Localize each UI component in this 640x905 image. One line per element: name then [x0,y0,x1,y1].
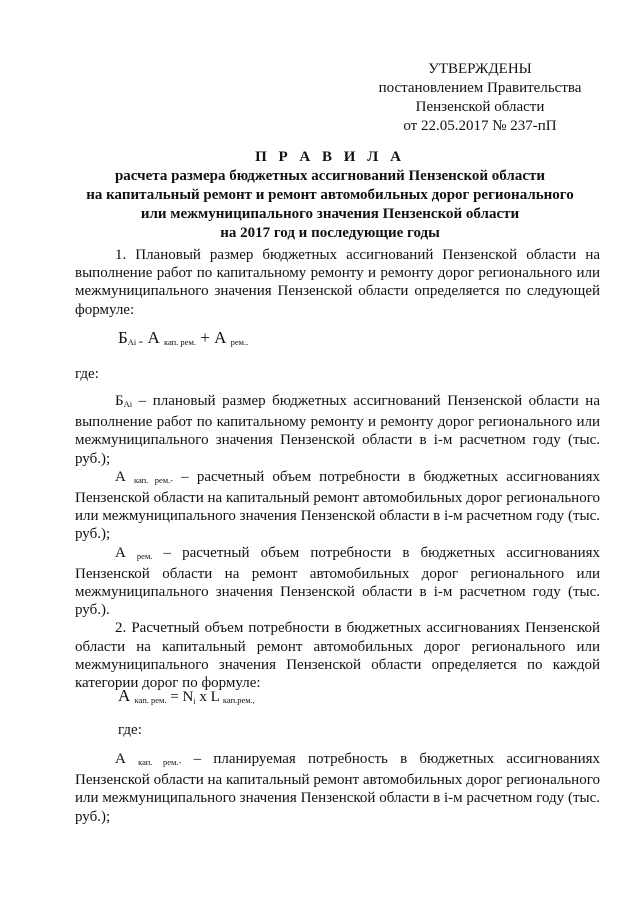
definition-bai-symbol: Б [115,393,124,409]
section-2-text: 2. Расчетный объем потребности в бюджетных ассигнованиях Пензенской области на капитальный ремонт автомобильных дорог регионального или межмуниципального значения Пензенской области определяется по каждой категории дорог по формуле: [75,620,600,692]
formula-2-a: А [118,686,135,705]
formula-2-n-sub: i [193,697,196,706]
definitions-1 [75,392,600,692]
approved-heading: УТВЕРЖДЕНЫ [428,61,532,77]
definition-ar-symbol: А [115,544,137,561]
definition-bai [75,392,600,468]
where-label-1: где: [75,366,99,382]
definition-ar [75,544,600,620]
approved-region: Пензенской области [415,99,545,115]
title-line-4: на 2017 год и последующие годы [220,225,440,241]
definition-akr-sub: кап. рем.- [133,474,174,485]
formula-1-a2-sub: рем.. [230,337,249,347]
section-1 [75,246,600,319]
formula-2-a-sub: кап. рем. [134,695,167,705]
formula-2-l-sub: кап.рем., [222,695,255,705]
title-line-3: или межмуниципального значения Пензенской области [140,206,520,222]
definition-2-akr-sub: кап. рем.- [138,757,182,767]
definition-2-akr-text: – планируемая потребность в бюджетных ассигнованиях Пензенской области на капитальный ремонт автомобильных дорог регионального или межмуниципального значения Пензенской области в i-м расчетном году (тыс. руб.); [75,751,600,825]
document-title [60,148,600,243]
formula-1-a1-sub: кап. рем. [163,337,196,347]
definition-2-akr [75,750,600,826]
definitions-2 [75,750,600,826]
approval-stamp [360,60,600,136]
approved-by-resolution: постановлением Правительства [378,80,582,96]
title-heading: П Р А В И Л А [255,149,405,165]
title-line-1: расчета размера бюджетных ассигнований Пензенской области [114,168,546,184]
formula-1-plus: + [195,328,215,347]
section-1-text: 1. Плановый размер бюджетных ассигнований Пензенской области на выполнение работ по капитальному ремонту и ремонту дорог регионального или межмуниципального значения Пензенской области определяется по следующей формуле: [75,247,600,318]
definition-2-akr-symbol: А [115,751,139,767]
definition-bai-text: – плановый размер бюджетных ассигнований Пензенской области на выполнение работ по капитальному ремонту и ремонту дорог регионального или межмуниципального значения Пензенской области в i-м расчетном году (тыс. руб.); [75,393,600,467]
formula-1-a2: А [214,328,231,347]
formula-1-b: Б [118,328,128,347]
definition-akr [75,468,600,544]
definition-ar-sub: рем. [136,550,153,561]
approved-date-number: от 22.05.2017 № 237-пП [403,118,557,134]
formula-2-eq: = N [166,689,194,705]
formula-1-b-sub: Ai = [127,337,144,347]
definition-ar-text: – расчетный объем потребности в бюджетных ассигнованиях Пензенской области на ремонт автомобильных дорог регионального или межмуниципального значения Пензенской области в i-м расчетном году (тыс. руб.). [75,544,600,619]
title-line-2: на капитальный ремонт и ремонт автомобильных дорог регионального [86,187,574,203]
definition-bai-sub: Ai [123,399,133,409]
formula-2 [118,686,255,706]
formula-1 [118,328,248,348]
formula-1-a1: А [143,328,164,347]
definition-akr-text: – расчетный объем потребности в бюджетных ассигнованиях Пензенской области на капитальный ремонт автомобильных дорог регионального или межмуниципального значения Пензенской области в i-м расчетном году (тыс. руб.); [75,468,600,543]
definition-akr-symbol: А [115,468,134,485]
formula-2-x: x L [195,689,223,705]
where-label-2: где: [118,722,142,738]
